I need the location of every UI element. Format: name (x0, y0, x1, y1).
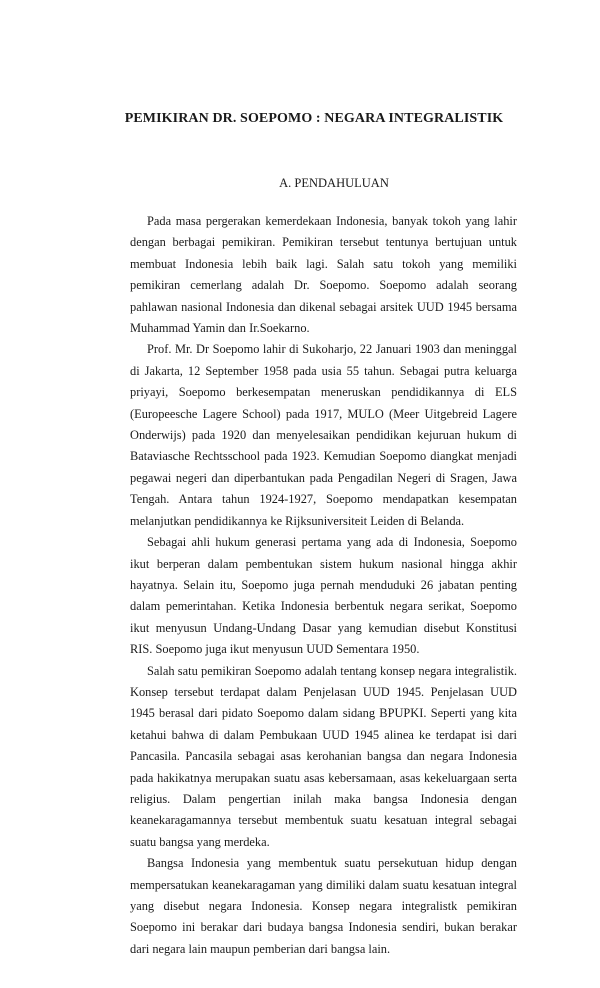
section-heading: A. PENDAHULUAN (279, 176, 389, 190)
paragraph: Prof. Mr. Dr Soepomo lahir di Sukoharjo, 22 Januari 1903 dan meninggal di Jakarta, 12 September 1958 pada usia 55 tahun. Sebagai putra keluarga priyayi, Soepomo berkesempatan meneruskan pendidikannya di ELS (Europeesche Lagere School) pada 1917, MULO (Meer Uitgebreid Lagere Onderwijs) pada 1920 dan menyelesaikan pendidikan kejuruan hukum di Bataviasche Rechtsschool pada 1923. Kemudian Soepomo diangkat menjadi pegawai negeri dan diperbantukan pada Pengadilan Negeri di Sragen, Jawa Tengah. Antara tahun 1924-1927, Soepomo mendapatkan kesempatan melanjutkan pendidikannya ke Rijksuniversiteit Leiden di Belanda. (130, 342, 517, 528)
paragraph: Sebagai ahli hukum generasi pertama yang ada di Indonesia, Soepomo ikut berperan dalam pembentukan sistem hukum nasional hingga akhir hayatnya. Selain itu, Soepomo juga pernah menduduki 26 jabatan penting dalam pemerintahan. Ketika Indonesia berbentuk negara serikat, Soepomo ikut menyusun Undang-Undang Dasar yang kemudian disebut Konstitusi RIS. Soepomo juga ikut menyusun UUD Sementara 1950. (130, 535, 517, 657)
paragraph: Pada masa pergerakan kemerdekaan Indonesia, banyak tokoh yang lahir dengan berbagai pemikiran. Pemikiran tersebut tentunya bertujuan untuk membuat Indonesia lebih baik lagi. Salah satu tokoh yang memiliki pemikiran cemerlang adalah Dr. Soepomo. Soepomo adalah seorang pahlawan nasional Indonesia dan dikenal sebagai arsitek UUD 1945 bersama Muhammad Yamin dan Ir.Soekarno. (130, 214, 517, 336)
document-title: PEMIKIRAN DR. SOEPOMO : NEGARA INTEGRALISTIK (124, 111, 504, 126)
paragraph: Bangsa Indonesia yang membentuk suatu persekutuan hidup dengan mempersatukan keanekaragaman yang dimiliki dalam suatu kesatuan integral yang disebut negara Indonesia. Konsep negara integralistk pemikiran Soepomo ini berakar dari budaya bangsa Indonesia sendiri, bukan berakar dari negara lain maupun pemberian dari bangsa lain. (130, 856, 517, 956)
body-text (130, 211, 517, 960)
paragraph: Salah satu pemikiran Soepomo adalah tentang konsep negara integralistik. Konsep tersebut terdapat dalam Penjelasan UUD 1945. Penjelasan UUD 1945 berasal dari pidato Soepomo dalam sidang BPUPKI. Seperti yang kita ketahui bahwa di dalam Pembukaan UUD 1945 alinea ke terdapat isi dari Pancasila. Pancasila sebagai asas kerohanian bangsa dan negara Indonesia pada hakikatnya merupakan suatu asas kebersamaan, asas kekeluargaan serta religius. Dalam pengertian inilah maka bangsa Indonesia dengan keanekaragamannya tersebut membentuk suatu kesatuan integral sebagai suatu bangsa yang merdeka. (130, 663, 517, 849)
